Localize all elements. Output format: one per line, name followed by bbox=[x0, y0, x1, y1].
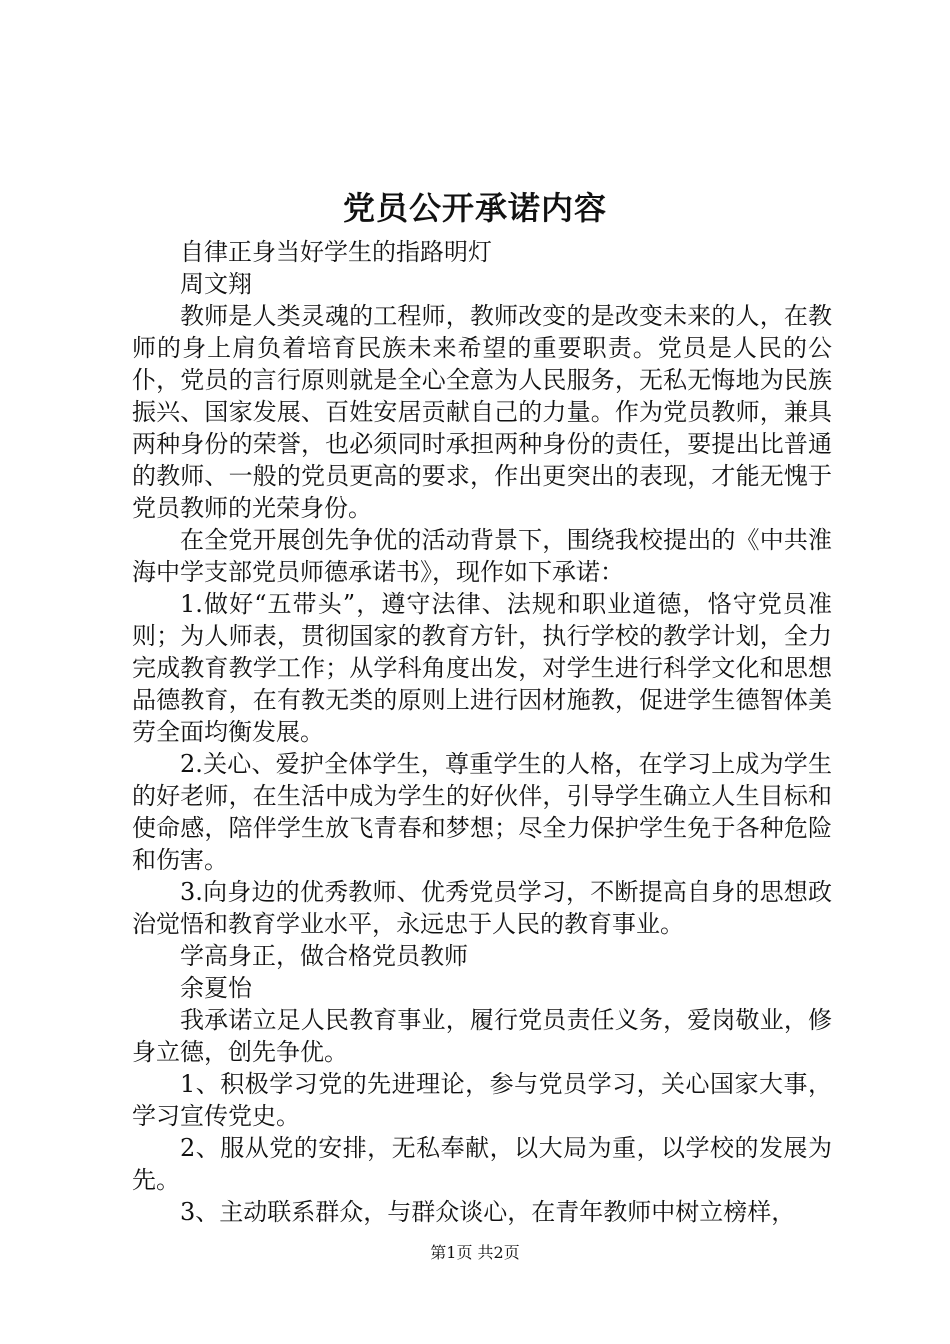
subtitle-1: 自律正身当好学生的指路明灯 bbox=[180, 238, 492, 266]
document-title: 党员公开承诺内容 bbox=[342, 189, 607, 227]
author-1: 周文翔 bbox=[180, 270, 252, 298]
subtitle-2: 学高身正，做合格党员教师 bbox=[180, 942, 468, 970]
promise-item: 3.向身边的优秀教师、优秀党员学习，不断提高自身的思想政治觉悟和教育学业水平，永远忠于人民的教育事业。 bbox=[132, 878, 832, 938]
paragraph: 在全党开展创先争优的活动背景下，围绕我校提出的《中共淮海中学支部党员师德承诺书》，现作如下承诺： bbox=[132, 526, 832, 586]
promise-item: 2.关心、爱护全体学生，尊重学生的人格，在学习上成为学生的好老师，在生活中成为学生的好伙伴，引导学生确立人生目标和使命感，陪伴学生放飞青春和梦想；尽全力保护学生免于各种危险和伤害。 bbox=[132, 750, 832, 874]
promise-item: 1.做好“五带头”，遵守法律、法规和职业道德，恪守党员准则；为人师表，贯彻国家的教育方针，执行学校的教学计划，全力完成教育教学工作；从学科角度出发，对学生进行科学文化和思想品德教育，在有教无类的原则上进行因材施教，促进学生德智体美劳全面均衡发展。 bbox=[132, 590, 832, 746]
document-body bbox=[132, 236, 832, 1228]
promise-item: 3、主动联系群众，与群众谈心，在青年教师中树立榜样， bbox=[180, 1198, 796, 1226]
promise-item: 2、服从党的安排，无私奉献，以大局为重，以学校的发展为先。 bbox=[132, 1134, 832, 1194]
page-footer: 第1页 共2页 bbox=[430, 1243, 520, 1262]
promise-item: 1、积极学习党的先进理论，参与党员学习，关心国家大事，学习宣传党史。 bbox=[132, 1070, 832, 1130]
paragraph: 教师是人类灵魂的工程师，教师改变的是改变未来的人，在教师的身上肩负着培育民族未来希望的重要职责。党员是人民的公仆，党员的言行原则就是全心全意为人民服务，无私无悔地为民族振兴、国家发展、百姓安居贡献自己的力量。作为党员教师，兼具两种身份的荣誉，也必须同时承担两种身份的责任，要提出比普通的教师、一般的党员更高的要求，作出更突出的表现，才能无愧于党员教师的光荣身份。 bbox=[132, 302, 832, 522]
paragraph: 我承诺立足人民教育事业，履行党员责任义务，爱岗敬业，修身立德，创先争优。 bbox=[132, 1006, 832, 1066]
author-2: 余夏怡 bbox=[180, 974, 252, 1002]
